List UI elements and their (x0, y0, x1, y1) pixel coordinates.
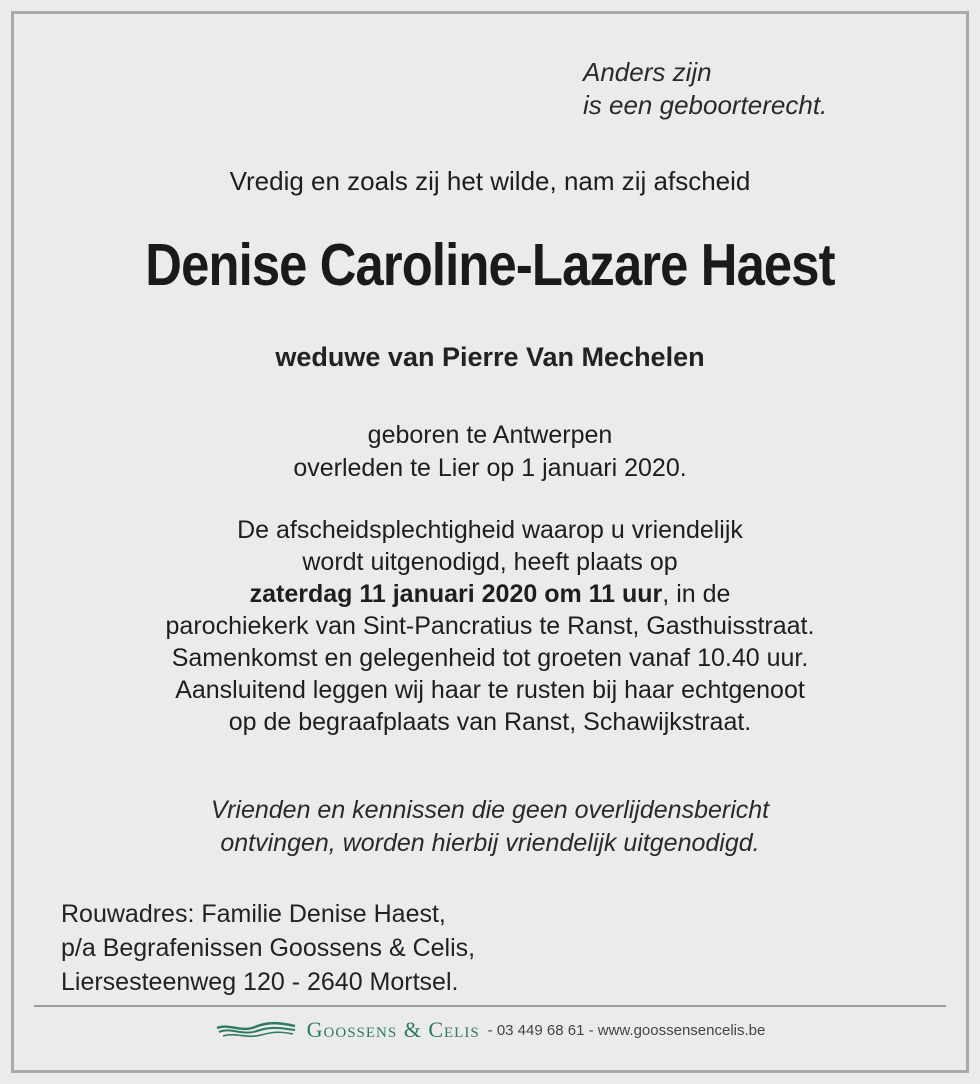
birth-line: geboren te Antwerpen (367, 421, 613, 449)
ceremony-info (0, 514, 980, 738)
waves-logo-icon (215, 1020, 297, 1040)
ceremony-line-7: op de begraafplaats van Ranst, Schawijkstraat. (228, 708, 752, 736)
ceremony-line-4: parochiekerk van Sint-Pancratius te Ranst, Gasthuisstraat. (165, 612, 815, 640)
deceased-name: Denise Caroline-Lazare Haest (145, 232, 835, 298)
invitation-note (0, 794, 980, 860)
address-line-1: Rouwadres: Familie Denise Haest, (61, 900, 446, 928)
ceremony-line-5: Samenkomst en gelegenheid tot groeten vanaf 10.40 uur. (171, 644, 809, 672)
death-line: overleden te Lier op 1 januari 2020. (293, 454, 687, 482)
motto (583, 56, 827, 122)
address-line-3: Liersesteenweg 120 - 2640 Mortsel. (61, 968, 459, 996)
invite-line-2: ontvingen, worden hierbij vriendelijk uitgenodigd. (220, 829, 760, 857)
funeral-home-contact: - 03 449 68 61 - www.goossensencelis.be (487, 1021, 766, 1039)
address-line-2: p/a Begrafenissen Goossens & Celis, (61, 934, 476, 962)
footer-divider (34, 1005, 946, 1007)
funeral-home-brand: Goossens & Celis (306, 1017, 480, 1042)
motto-line-1: Anders zijn (583, 57, 712, 87)
funeral-home-footer (0, 1014, 980, 1046)
ceremony-line-1: De afscheidsplechtigheid waarop u vriendelijk (237, 516, 743, 544)
mourning-address (61, 897, 475, 999)
motto-line-2: is een geboorterecht. (583, 90, 828, 120)
intro-text: Vredig en zoals zij het wilde, nam zij afscheid (229, 166, 751, 196)
ceremony-date: zaterdag 11 januari 2020 om 11 uur (249, 580, 663, 608)
invite-line-1: Vrienden en kennissen die geen overlijdensbericht (210, 796, 770, 824)
ceremony-line-3-suffix: , in de (662, 580, 731, 608)
ceremony-line-3 (0, 578, 980, 610)
ceremony-line-2: wordt uitgenodigd, heeft plaats op (302, 548, 678, 576)
ceremony-line-6: Aansluitend leggen wij haar te rusten bij haar echtgenoot (175, 676, 805, 704)
birth-death-info (0, 419, 980, 485)
widow-of: weduwe van Pierre Van Mechelen (275, 342, 705, 372)
